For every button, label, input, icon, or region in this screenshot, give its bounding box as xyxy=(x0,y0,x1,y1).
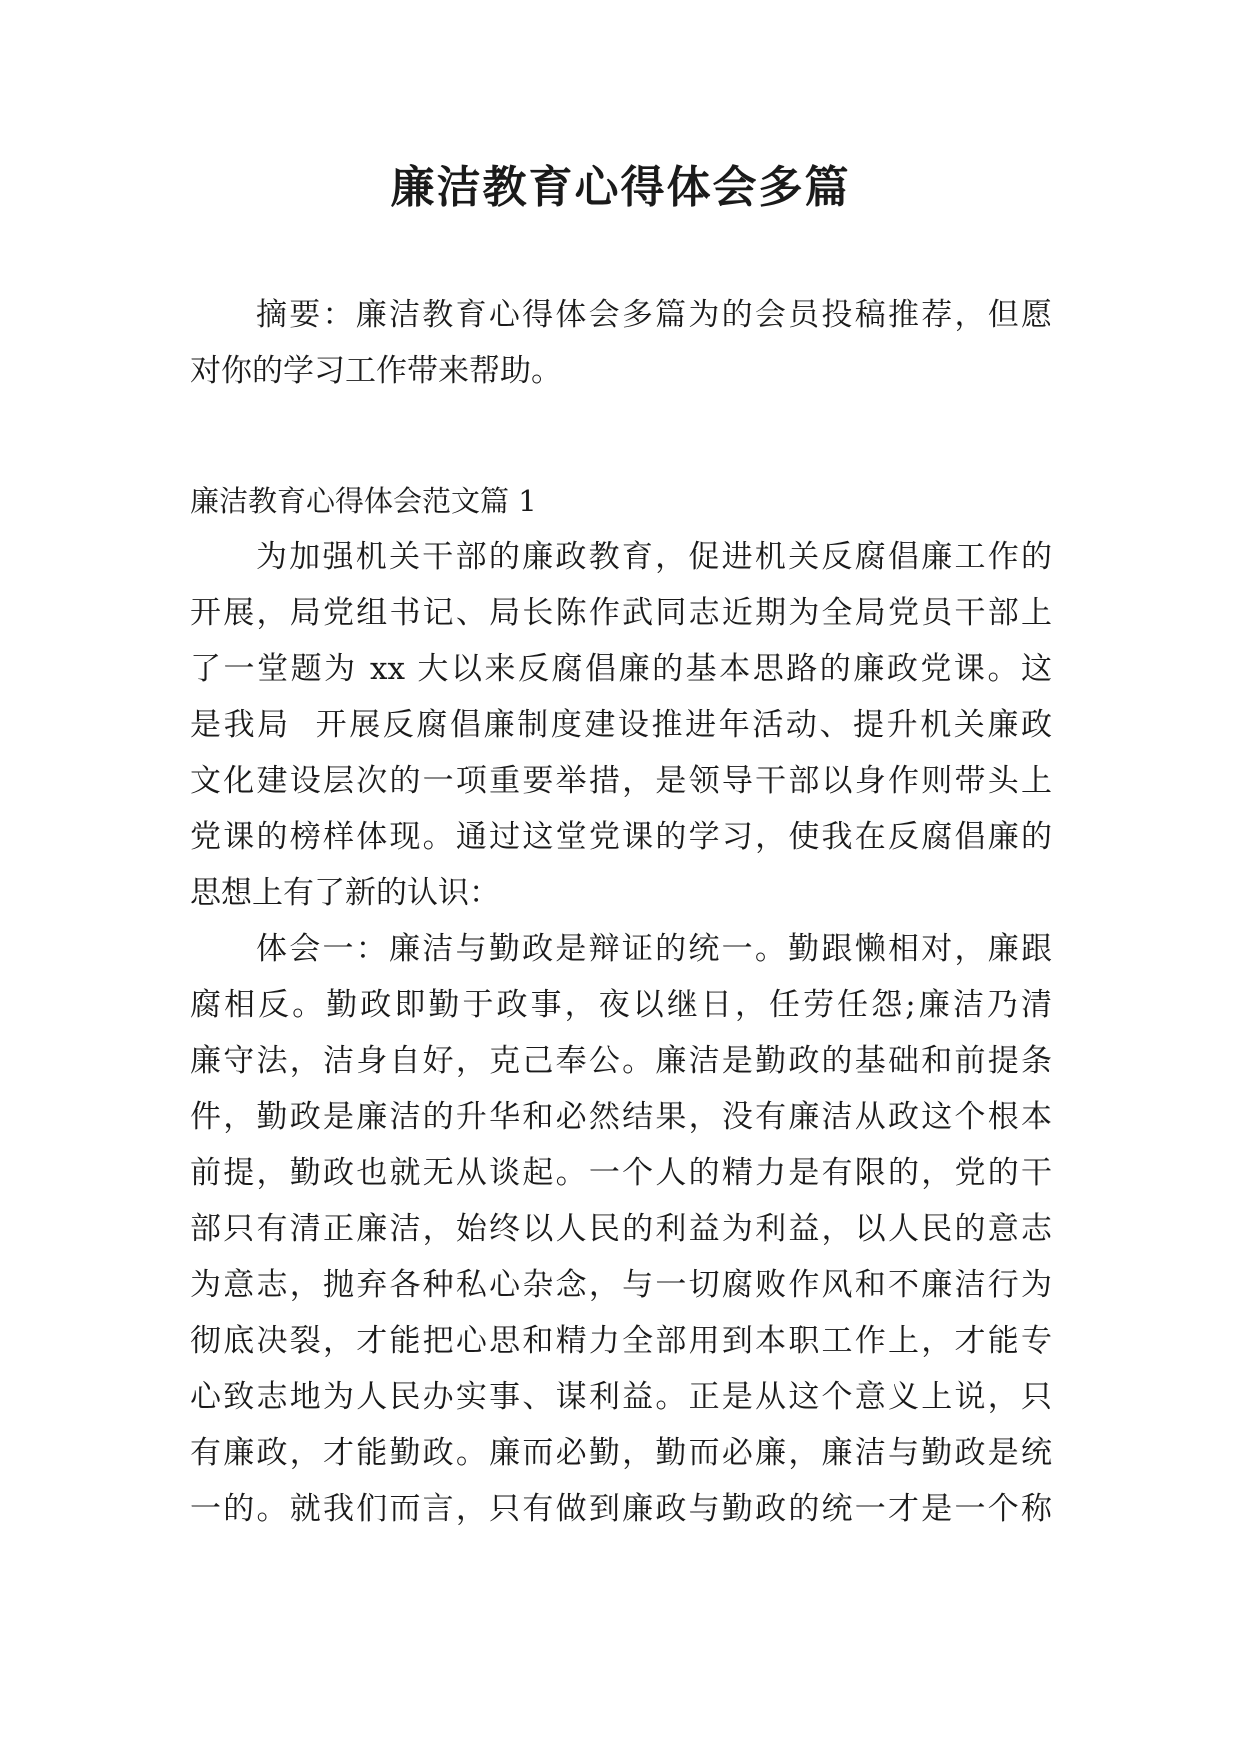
spacer xyxy=(190,399,1052,473)
paragraph-line: 思想上有了新的认识： xyxy=(190,875,500,911)
abstract xyxy=(190,287,1052,399)
paragraph-line: 廉守法，洁身自好，克己奉公。廉洁是勤政的基础和前提条 xyxy=(190,1043,1052,1079)
paragraph-line: 件，勤政是廉洁的升华和必然结果，没有廉洁从政这个根本 xyxy=(190,1099,1052,1135)
paragraph-1 xyxy=(190,529,1052,921)
paragraph-line: 为加强机关干部的廉政教育，促进机关反腐倡廉工作的 xyxy=(256,539,1052,575)
paragraph-line: 是我局 开展反腐倡廉制度建设推进年活动、提升机关廉政 xyxy=(190,707,1052,743)
document-title: 廉洁教育心得体会多篇 xyxy=(390,162,851,213)
abstract-line: 摘要：廉洁教育心得体会多篇为的会员投稿推荐，但愿 xyxy=(256,297,1052,333)
paragraph-line: 党课的榜样体现。通过这堂党课的学习，使我在反腐倡廉的 xyxy=(190,819,1052,855)
section-heading: 廉洁教育心得体会范文篇 1 xyxy=(190,484,537,518)
paragraph-line: 体会一：廉洁与勤政是辩证的统一。勤跟懒相对，廉跟 xyxy=(256,931,1052,967)
paragraph-line: 彻底决裂，才能把心思和精力全部用到本职工作上，才能专 xyxy=(190,1323,1052,1359)
paragraph-line: 开展，局党组书记、局长陈作武同志近期为全局党员干部上 xyxy=(190,595,1052,631)
paragraph-line: 了一堂题为 xx 大以来反腐倡廉的基本思路的廉政党课。这 xyxy=(190,651,1052,687)
paragraph-2 xyxy=(190,921,1052,1537)
paragraph-line: 一的。就我们而言，只有做到廉政与勤政的统一才是一个称 xyxy=(190,1491,1052,1527)
paragraph-line: 腐相反。勤政即勤于政事，夜以继日，任劳任怨;廉洁乃清 xyxy=(190,987,1052,1023)
paragraph-line: 心致志地为人民办实事、谋利益。正是从这个意义上说，只 xyxy=(190,1379,1052,1415)
paragraph-line: 文化建设层次的一项重要举措，是领导干部以身作则带头上 xyxy=(190,763,1052,799)
paragraph-line: 部只有清正廉洁，始终以人民的利益为利益，以人民的意志 xyxy=(190,1211,1052,1247)
paragraph-line: 为意志，抛弃各种私心杂念，与一切腐败作风和不廉洁行为 xyxy=(190,1267,1052,1303)
abstract-line: 对你的学习工作带来帮助。 xyxy=(190,353,562,389)
paragraph-line: 前提，勤政也就无从谈起。一个人的精力是有限的，党的干 xyxy=(190,1155,1052,1191)
paragraph-line: 有廉政，才能勤政。廉而必勤，勤而必廉，廉洁与勤政是统 xyxy=(190,1435,1052,1471)
document-body xyxy=(190,287,1052,1537)
